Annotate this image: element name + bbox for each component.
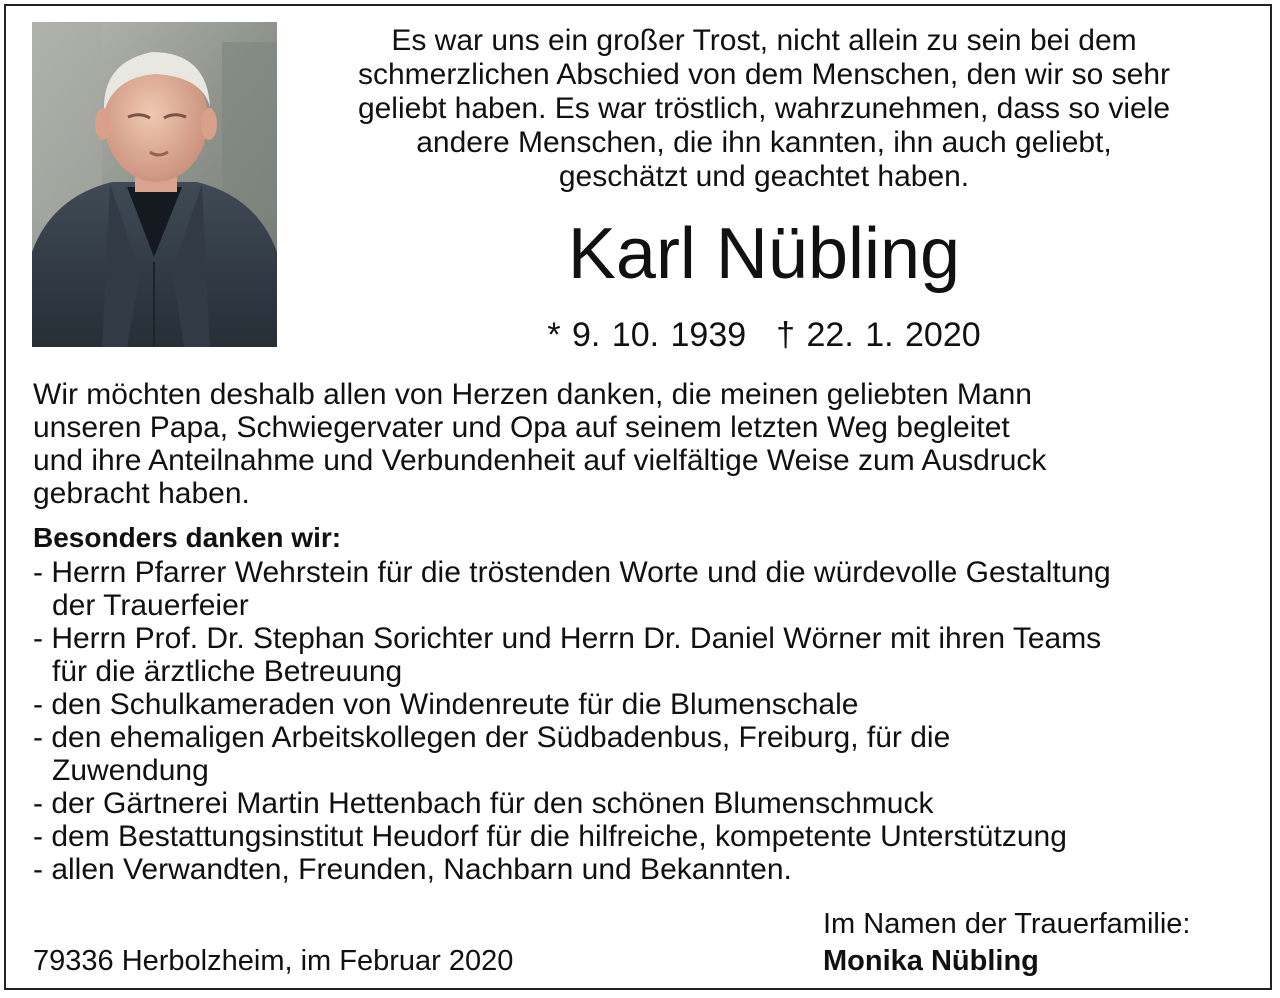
death-date: † 22. 1. 2020 [776, 316, 981, 354]
list-item-line: - der Gärtnerei Martin Hettenbach für den schönen Blumenschmuck [33, 787, 934, 820]
thanks-line: unseren Papa, Schwiegervater und Opa auf seinem letzten Weg begleitet [33, 411, 1010, 444]
list-item [33, 622, 1263, 688]
thanks-line: Wir möchten deshalb allen von Herzen danken, die meinen geliebten Mann [33, 378, 1032, 411]
list-item [33, 721, 1263, 787]
list-item-line: - allen Verwandten, Freunden, Nachbarn und Bekannten. [33, 853, 792, 886]
thanks-paragraph [33, 378, 1253, 510]
list-item-line: - dem Bestattungsinstitut Heudorf für die hilfreiche, kompetente Unterstützung [33, 820, 1067, 853]
signature-intro: Im Namen der Trauerfamilie: [823, 908, 1191, 940]
life-dates [300, 315, 1228, 355]
signature-block [823, 906, 1190, 980]
quote-line: geschätzt und geachtet haben. [558, 160, 970, 193]
list-item-line: - den Schulkameraden von Windenreute für die Blumenschale [33, 688, 859, 721]
comfort-quote [300, 24, 1228, 194]
list-item [33, 853, 1263, 886]
list-item-line: - Herrn Pfarrer Wehrstein für die tröstenden Worte und die würdevolle Gestaltung [33, 556, 1111, 589]
thanks-list [33, 556, 1263, 886]
birth-date: * 9. 10. 1939 [547, 316, 747, 354]
thanks-line: gebracht haben. [33, 477, 250, 510]
place-and-date: 79336 Herbolzheim, im Februar 2020 [33, 945, 514, 977]
quote-line: schmerzlichen Abschied von dem Menschen, den wir so sehr [357, 58, 1171, 91]
list-item [33, 787, 1263, 820]
list-item-continuation: Zuwendung [52, 754, 209, 787]
thanks-line: und ihre Anteilnahme und Verbundenheit auf vielfältige Weise zum Ausdruck [33, 444, 1047, 477]
quote-line: andere Menschen, die ihn kannten, ihn auch geliebt, [416, 126, 1112, 159]
list-item-line: - Herrn Prof. Dr. Stephan Sorichter und Herrn Dr. Daniel Wörner mit ihren Teams [33, 622, 1102, 655]
list-item [33, 556, 1263, 622]
list-item-continuation: für die ärztliche Betreuung [52, 655, 403, 688]
special-thanks-heading: Besonders danken wir: [33, 522, 342, 553]
portrait-photo [32, 22, 277, 347]
list-item [33, 820, 1263, 853]
signature-name: Monika Nübling [823, 945, 1039, 977]
list-item-continuation: der Trauerfeier [52, 589, 249, 622]
list-item [33, 688, 1263, 721]
quote-line: geliebt haben. Es war tröstlich, wahrzunehmen, dass so viele [357, 92, 1171, 125]
deceased-name: Karl Nübling [567, 214, 961, 294]
quote-line: Es war uns ein großer Trost, nicht allein zu sein bei dem [391, 24, 1137, 57]
list-item-line: - den ehemaligen Arbeitskollegen der Südbadenbus, Freiburg, für die [33, 721, 951, 754]
